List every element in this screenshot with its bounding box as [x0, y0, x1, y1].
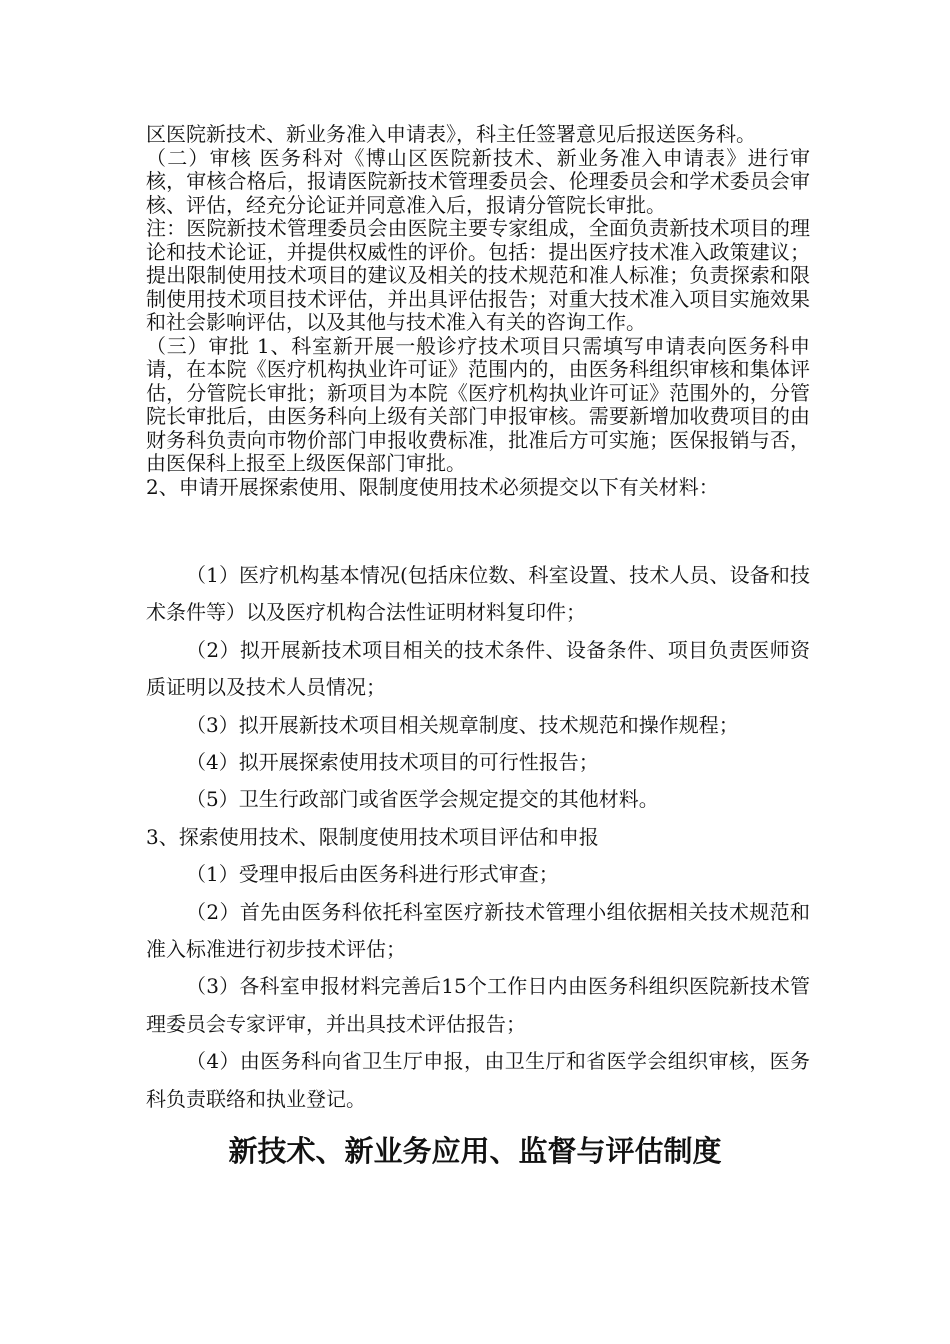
heading-assessment: 3、探索使用技术、限制度使用技术项目评估和申报	[146, 824, 599, 849]
list-item-step-3: （3）各科室申报材料完善后15个工作日内由医务科组织医院新技术管理委员会专家评审，并出具技术评估报告；	[146, 974, 810, 1036]
paragraph-committee-note: 注：医院新技术管理委员会由医院主要专家组成，全面负责新技术项目的理论和技术论证，并提供权威性的评价。包括：提出医疗技术准入政策建议；提出限制使用技术项目的建议及相关的技术规范和准人标准；负责探索和限制使用技术项目技术评估，并出具评估报告；对重大技术准入项目实施效果和社会影响评估，以及其他与技术准入有关的咨询工作。	[146, 216, 810, 334]
list-item-step-2: （2）首先由医务科依托科室医疗新技术管理小组依据相关技术规范和准入标准进行初步技术评估；	[146, 899, 810, 962]
list-item-material-5: （5）卫生行政部门或省医学会规定提交的其他材料。	[186, 787, 659, 812]
section-approval-process	[146, 123, 810, 499]
section-title: 新技术、新业务应用、监督与评估制度	[228, 1134, 722, 1168]
list-item-material-3: （3）拟开展新技术项目相关规章制度、技术规范和操作规程；	[186, 712, 739, 737]
paragraph-review: （二）审核 医务科对《博山区医院新技术、新业务准入申请表》进行审核，审核合格后，报请医院新技术管理委员会、伦理委员会和学术委员会审核、评估，经充分论证并同意准入后，报请分管院长审批。	[146, 145, 810, 217]
list-item-material-2: （2）拟开展新技术项目相关的技术条件、设备条件、项目负责医师资质证明以及技术人员情况；	[146, 637, 810, 700]
heading-required-materials: 2、申请开展探索使用、限制度使用技术必须提交以下有关材料：	[146, 474, 719, 499]
list-item-material-1: （1）医疗机构基本情况(包括床位数、科室设置、技术人员、设备和技术条件等）以及医疗机构合法性证明材料复印件；	[146, 563, 810, 625]
list-item-step-1: （1）受理申报后由医务科进行形式审查；	[186, 862, 559, 887]
paragraph-approval: （三）审批 1、科室新开展一般诊疗技术项目只需填写申请表向医务科申请，在本院《医疗机构执业许可证》范围内的，由医务科组织审核和集体评估，分管院长审批；新项目为本院《医疗机构执业许可证》范围外的，分管院长审批后，由医务科向上级有关部门申报审核。需要新增加收费项目的由财务科负责向市物价部门申报收费标准，批准后方可实施；医保报销与否，由医保科上报至上级医保部门审批。	[146, 333, 810, 475]
list-item-step-4: （4）由医务科向省卫生厅申报，由卫生厅和省医学会组织审核，医务科负责联络和执业登记。	[146, 1049, 810, 1111]
list-item-material-4: （4）拟开展探索使用技术项目的可行性报告；	[186, 750, 599, 775]
paragraph-application-submit: 区医院新技术、新业务准入申请表》，科主任签署意见后报送医务科。	[146, 122, 756, 146]
section-materials-and-assessment	[146, 557, 810, 1118]
